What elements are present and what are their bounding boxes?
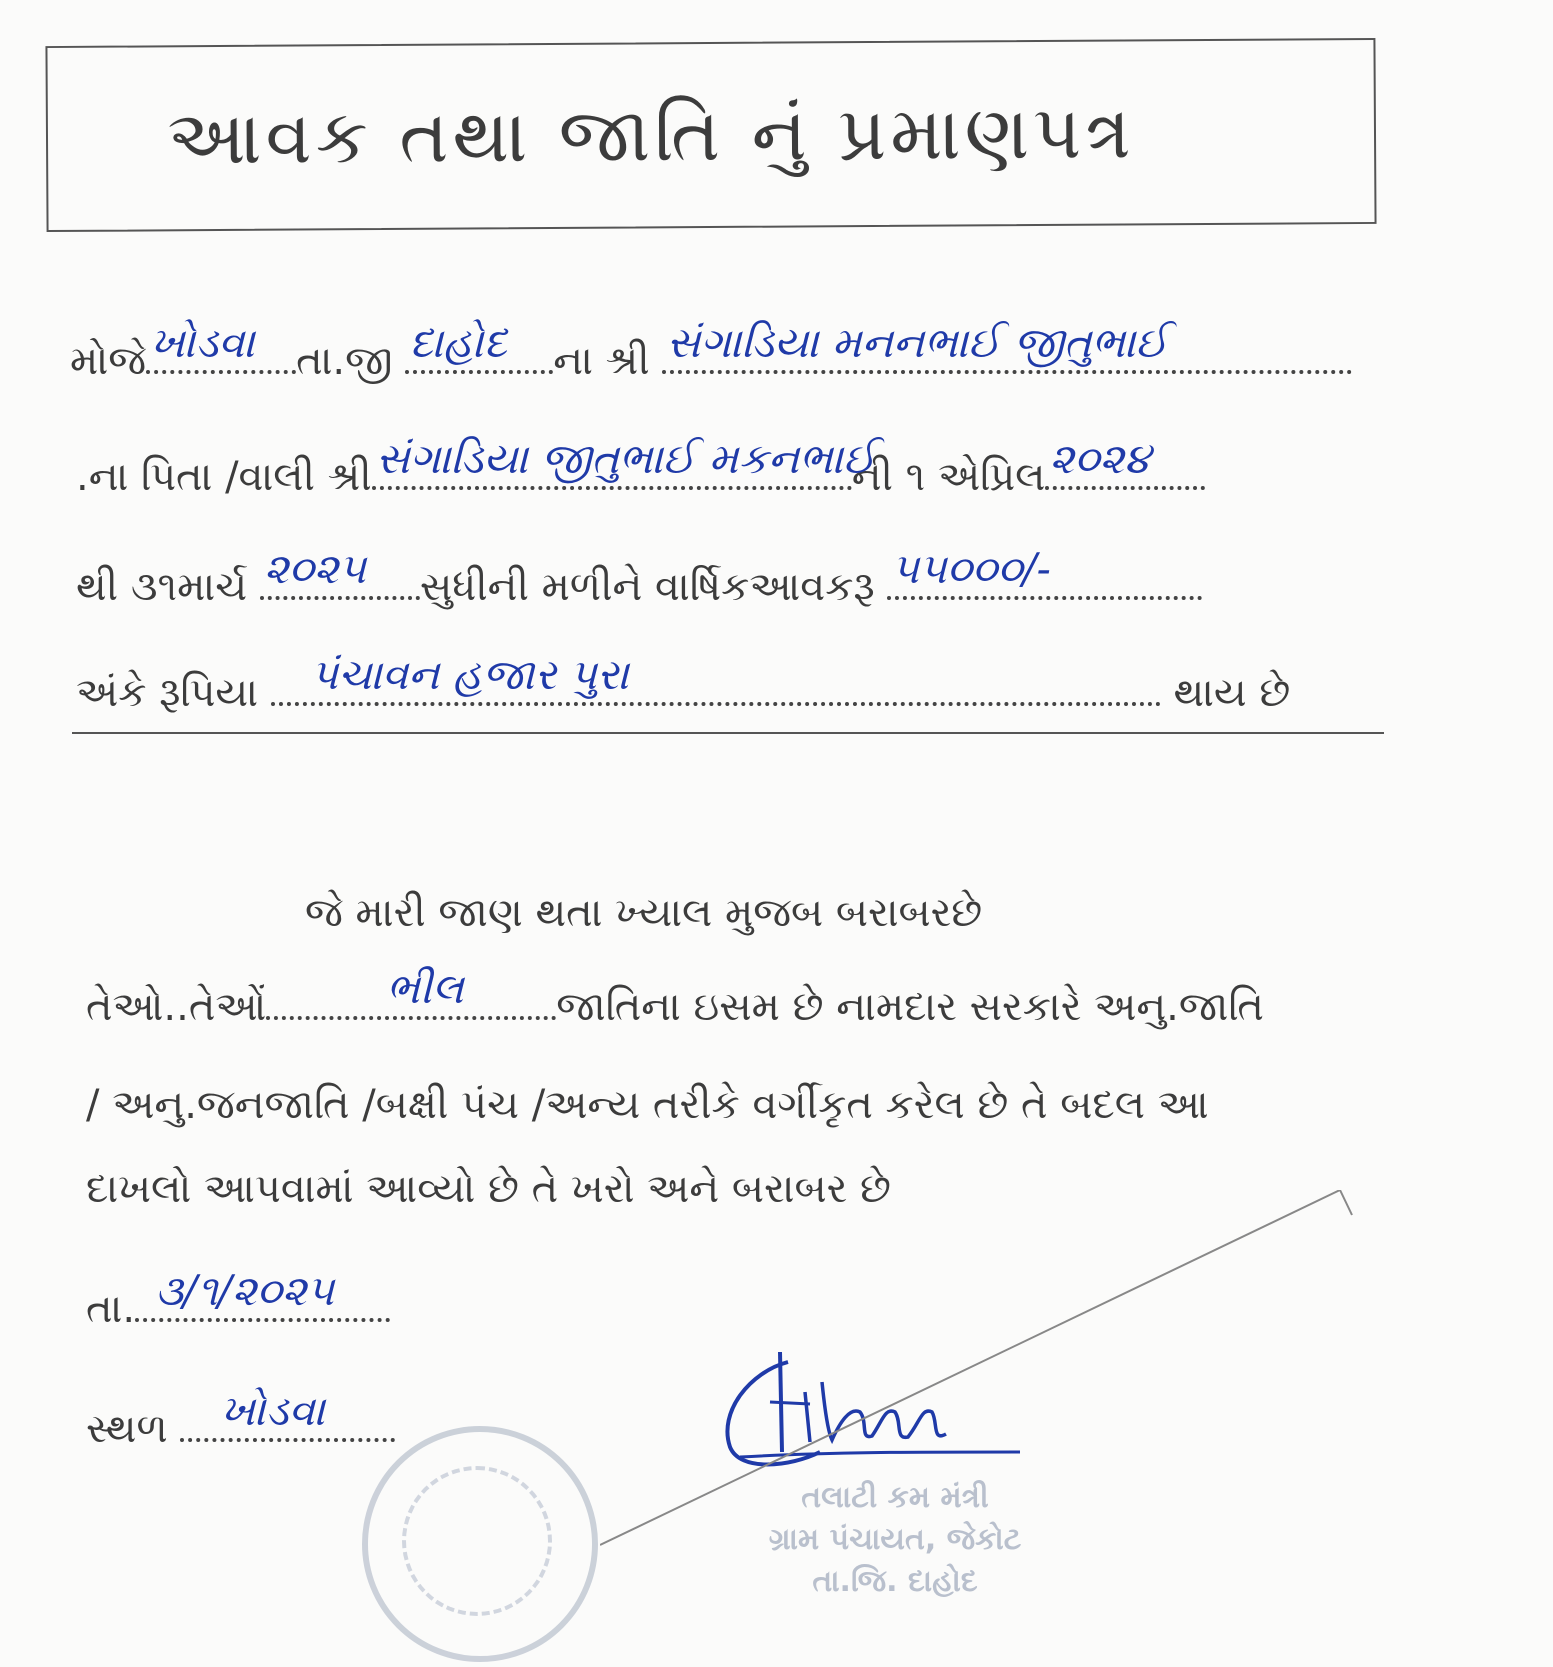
income-label: સુધીની મળીને વાર્ષિકઆવકરૂ bbox=[419, 564, 875, 610]
guardian-value: સંગાડિયા જીતુભાઈ મકનભાઈ bbox=[375, 434, 876, 483]
form-line-2 bbox=[76, 434, 1205, 500]
seal-line-2: ગ્રામ પંચાયત, જેકોટ bbox=[768, 1522, 1022, 1557]
taluka-value: દાહોદ bbox=[409, 318, 507, 367]
date-field bbox=[135, 1266, 390, 1322]
income-value: ૫૫૦૦૦/- bbox=[891, 544, 1051, 593]
village-value: ખોડવા bbox=[150, 318, 255, 367]
declaration-line-2 bbox=[86, 964, 1264, 1030]
guardian-prefix: .ના પિતા /વાલી શ્રી bbox=[76, 454, 372, 500]
declaration-line-1: જે મારી જાણ થતા ખ્યાલ મુજબ બરાબરછે bbox=[305, 890, 983, 936]
village-field bbox=[146, 318, 296, 374]
title-box bbox=[45, 38, 1376, 232]
applicant-name-field bbox=[662, 318, 1352, 374]
april-label: ની ૧ એપ્રિલ bbox=[851, 454, 1046, 500]
march-label: થી ૩૧માર્ચ bbox=[76, 564, 248, 610]
year-to-value: ૨૦૨૫ bbox=[263, 544, 367, 593]
rupees-label: અંકે રૂપિયા bbox=[76, 670, 258, 716]
taluka-label: તા.જી bbox=[296, 338, 393, 384]
guardian-field bbox=[372, 434, 876, 490]
declaration-line-3: / અનુ.જનજાતિ /બક્ષી પંચ /અન્ય તરીકે વર્ગીકૃત કરેલ છે તે બદલ આ bbox=[86, 1082, 1209, 1128]
scan-fold-line bbox=[600, 1190, 1360, 1590]
caste-suffix: જાતિના ઇસમ છે નામદાર સરકારે અનુ.જાતિ bbox=[556, 984, 1264, 1030]
shri-label: ના શ્રી bbox=[553, 338, 650, 384]
seal-line-3: તા.જિ. દાહોદ bbox=[812, 1564, 978, 1599]
they-label: તેઓ..તેઓં bbox=[86, 984, 267, 1030]
date-line bbox=[86, 1266, 390, 1332]
stamp-inner-ring bbox=[402, 1466, 552, 1616]
form-line-3 bbox=[76, 544, 1202, 610]
form-line-1 bbox=[70, 318, 1352, 384]
thay-che-label: થાય છે bbox=[1173, 670, 1291, 716]
caste-field bbox=[266, 964, 556, 1020]
seal-line-1: તલાટી કમ મંત્રી bbox=[801, 1480, 989, 1515]
year-to-field bbox=[260, 544, 420, 600]
place-line bbox=[86, 1386, 395, 1452]
place-label: સ્થળ bbox=[86, 1406, 168, 1452]
year-from-value: ૨૦૨૪ bbox=[1049, 434, 1151, 483]
taluka-field bbox=[405, 318, 553, 374]
declaration-line-4: દાખલો આપવામાં આવ્યો છે તે ખરો અને બરાબર છે bbox=[86, 1166, 891, 1212]
certificate-title: આવક તથા જાતિ નું પ્રમાણપત્ર bbox=[167, 88, 1135, 181]
round-stamp bbox=[362, 1426, 598, 1662]
date-label: તા. bbox=[86, 1286, 136, 1332]
section-divider bbox=[72, 732, 1384, 734]
place-field bbox=[180, 1386, 395, 1442]
amount-words-value: પંચાવન હજાર પુરા bbox=[310, 650, 629, 699]
year-from-field bbox=[1045, 434, 1205, 490]
applicant-name-value: સંગાડિયા મનનભાઈ જીતુભાઈ bbox=[666, 318, 1168, 367]
village-prefix: મોજે bbox=[70, 338, 147, 384]
income-field bbox=[887, 544, 1202, 600]
caste-value: ભીલ bbox=[386, 964, 464, 1013]
amount-words-field bbox=[271, 650, 1161, 706]
place-value: ખોડવા bbox=[220, 1386, 325, 1435]
form-line-4 bbox=[76, 650, 1291, 716]
date-value: ૩/૧/૨૦૨૫ bbox=[155, 1266, 335, 1315]
